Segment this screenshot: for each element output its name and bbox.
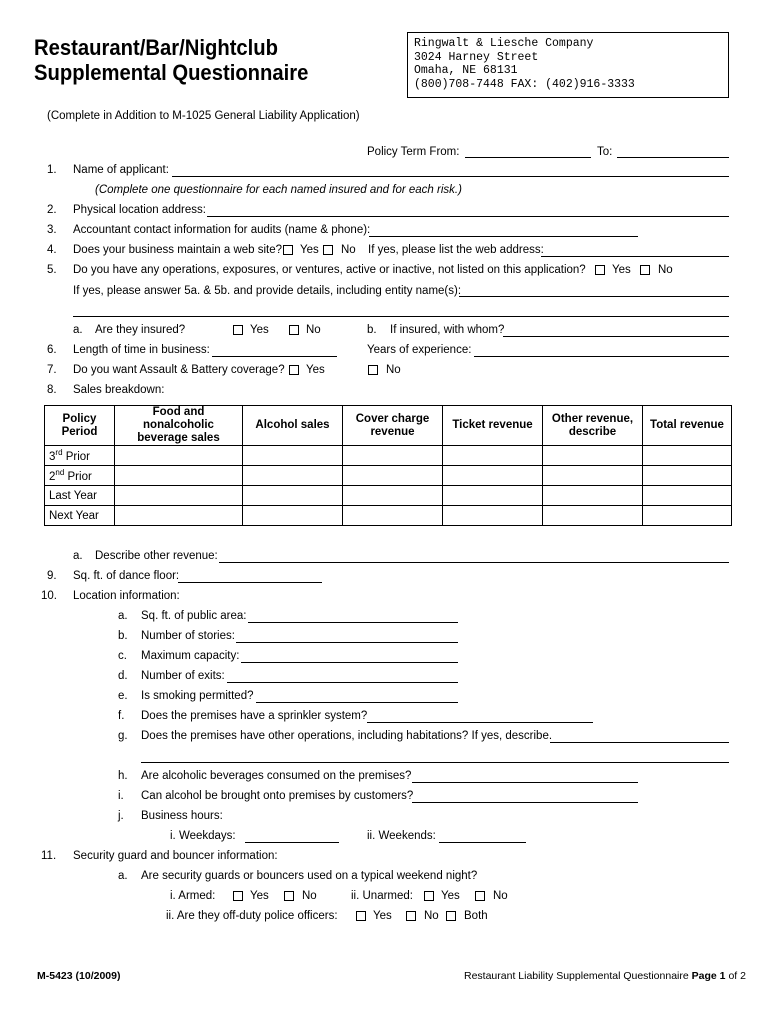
max-capacity-field[interactable]	[241, 662, 458, 663]
q4-no-checkbox[interactable]	[323, 245, 333, 255]
footer-title: Restaurant Liability Supplemental Questionnaire	[464, 970, 689, 982]
q10b-letter: b.	[118, 630, 128, 642]
q6-label: Length of time in business:	[73, 344, 210, 356]
q10c-letter: c.	[118, 650, 127, 662]
q10g-label: Does the premises have other operations, including habitations? If yes, describe.	[141, 730, 553, 742]
cell-input[interactable]	[115, 486, 243, 506]
physical-address-field[interactable]	[207, 216, 729, 217]
q5-details-field[interactable]	[459, 296, 729, 297]
q10j-letter: j.	[118, 810, 124, 822]
unarmed-no-label: No	[493, 890, 508, 902]
q6-number: 6.	[47, 344, 57, 356]
policy-term-to-field[interactable]	[617, 157, 729, 158]
q9-label: Sq. ft. of dance floor:	[73, 570, 180, 582]
q5a-letter: a.	[73, 324, 83, 336]
sales-breakdown-table	[44, 405, 732, 526]
form-title-line2: Supplemental Questionnaire	[34, 60, 309, 85]
q10d-label: Number of exits:	[141, 670, 225, 682]
q5b-insurer-field[interactable]	[503, 336, 729, 337]
q10e-label: Is smoking permitted?	[141, 690, 254, 702]
q5a-no-checkbox[interactable]	[289, 325, 299, 335]
q4-yes-checkbox[interactable]	[283, 245, 293, 255]
q8a-letter: a.	[73, 550, 83, 562]
row-label-3rd-prior: 3rd Prior	[45, 446, 115, 466]
form-subtitle: (Complete in Addition to M-1025 General Liability Application)	[47, 110, 360, 122]
table-row	[45, 506, 732, 526]
footer-page-word: Page	[691, 970, 717, 982]
smoking-field[interactable]	[256, 702, 458, 703]
policy-term-from-field[interactable]	[465, 157, 591, 158]
q4-label: Does your business maintain a web site?	[73, 244, 283, 256]
q10d-letter: d.	[118, 670, 128, 682]
time-in-business-field[interactable]	[212, 356, 337, 357]
policy-term-from-label: Policy Term From:	[367, 146, 460, 158]
q10g-letter: g.	[118, 730, 128, 742]
q8a-label: Describe other revenue:	[95, 550, 218, 562]
q8-number: 8.	[47, 384, 57, 396]
alcohol-consumed-field[interactable]	[412, 782, 638, 783]
form-title-line1: Restaurant/Bar/Nightclub	[34, 35, 279, 60]
cell-input[interactable]	[443, 486, 543, 506]
cell-input[interactable]	[643, 446, 732, 466]
q10b-label: Number of stories:	[141, 630, 235, 642]
unarmed-yes-label: Yes	[441, 890, 460, 902]
q5b-letter: b.	[367, 324, 377, 336]
stories-field[interactable]	[236, 642, 458, 643]
cell-input[interactable]	[243, 446, 343, 466]
cell-input[interactable]	[543, 466, 643, 486]
cell-input[interactable]	[343, 506, 443, 526]
q10-label: Location information:	[73, 590, 180, 602]
q11-number: 11.	[41, 850, 57, 862]
q11a-label: Are security guards or bouncers used on a typical weekend night?	[141, 870, 478, 882]
agency-phone: (800)708-7448 FAX: (402)916-3333	[414, 77, 635, 91]
weekends-label: ii. Weekends:	[367, 830, 436, 842]
unarmed-yes-checkbox[interactable]	[424, 891, 434, 901]
q4-number: 4.	[47, 244, 57, 256]
q10h-label: Are alcoholic beverages consumed on the premises?	[141, 770, 412, 782]
byo-alcohol-field[interactable]	[412, 802, 638, 803]
cell-input[interactable]	[343, 466, 443, 486]
q3-number: 3.	[47, 224, 57, 236]
col-header-alcohol-sales: Alcohol sales	[243, 406, 343, 446]
armed-no-label: No	[302, 890, 317, 902]
q10e-letter: e.	[118, 690, 128, 702]
col-header-policy-period: Policy Period	[45, 406, 115, 446]
weekdays-label: i. Weekdays:	[170, 830, 236, 842]
form-id: M-5423 (10/2009)	[37, 970, 121, 982]
q10a-letter: a.	[118, 610, 128, 622]
police-both-checkbox[interactable]	[446, 911, 456, 921]
website-address-field[interactable]	[541, 256, 729, 257]
police-no-checkbox[interactable]	[406, 911, 416, 921]
q5b-label: If insured, with whom?	[390, 324, 505, 336]
q10i-label: Can alcohol be brought onto premises by customers?	[141, 790, 414, 802]
cell-input[interactable]	[115, 446, 243, 466]
other-revenue-field[interactable]	[219, 562, 729, 563]
q5a-label: Are they insured?	[95, 324, 186, 336]
armed-label: i. Armed:	[170, 890, 216, 902]
armed-yes-label: Yes	[250, 890, 269, 902]
police-no-label: No	[424, 910, 439, 922]
public-area-field[interactable]	[248, 622, 458, 623]
q5a-yes-label: Yes	[250, 324, 269, 336]
q10f-letter: f.	[118, 710, 125, 722]
q5a-no-label: No	[306, 324, 321, 336]
cell-input[interactable]	[443, 466, 543, 486]
table-row	[45, 486, 732, 506]
cell-input[interactable]	[443, 446, 543, 466]
police-label: ii. Are they off-duty police officers:	[166, 910, 338, 922]
col-header-cover-charge: Cover charge revenue	[343, 406, 443, 446]
cell-input[interactable]	[543, 486, 643, 506]
sprinkler-field[interactable]	[367, 722, 593, 723]
dance-floor-field[interactable]	[178, 582, 322, 583]
cell-input[interactable]	[243, 466, 343, 486]
police-both-label: Both	[464, 910, 488, 922]
q11-label: Security guard and bouncer information:	[73, 850, 278, 862]
agency-name: Ringwalt & Liesche Company	[414, 37, 594, 50]
police-yes-checkbox[interactable]	[356, 911, 366, 921]
cell-input[interactable]	[115, 466, 243, 486]
q5-no-checkbox[interactable]	[640, 265, 650, 275]
q7-yes-label: Yes	[306, 364, 325, 376]
q10-number: 10.	[41, 590, 57, 602]
applicant-name-field[interactable]	[172, 176, 729, 177]
q10j-label: Business hours:	[141, 810, 223, 822]
q6-experience-label: Years of experience:	[367, 344, 472, 356]
q2-label: Physical location address:	[73, 204, 206, 216]
q1-label: Name of applicant:	[73, 164, 169, 176]
row-label-last-year: Last Year	[45, 486, 115, 506]
row-label-2nd-prior: 2nd Prior	[45, 466, 115, 486]
q10c-label: Maximum capacity:	[141, 650, 240, 662]
cell-input[interactable]	[343, 446, 443, 466]
table-row	[45, 466, 732, 486]
q5-followup-label: If yes, please answer 5a. & 5b. and provide details, including entity name(s):	[73, 285, 462, 297]
col-header-total-revenue: Total revenue	[643, 406, 732, 446]
cell-input[interactable]	[443, 506, 543, 526]
footer-page-num: 1	[719, 970, 726, 982]
q5-yes-label: Yes	[612, 264, 631, 276]
q4-no-label: No	[341, 244, 356, 256]
other-operations-field[interactable]	[550, 742, 729, 743]
cell-input[interactable]	[343, 486, 443, 506]
q5-details-field-2[interactable]	[73, 316, 729, 317]
q5-number: 5.	[47, 264, 57, 276]
q4-yes-label: Yes	[300, 244, 319, 256]
agency-city: Omaha, NE 68131	[414, 64, 518, 77]
q9-number: 9.	[47, 570, 57, 582]
col-header-ticket-revenue: Ticket revenue	[443, 406, 543, 446]
footer-page-info	[464, 970, 746, 982]
q10a-label: Sq. ft. of public area:	[141, 610, 247, 622]
q5-label: Do you have any operations, exposures, or ventures, active or inactive, not listed on this application?	[73, 264, 586, 276]
q7-number: 7.	[47, 364, 57, 376]
q10i-letter: i.	[118, 790, 124, 802]
q3-label: Accountant contact information for audits (name & phone):	[73, 224, 371, 236]
q7-label: Do you want Assault & Battery coverage?	[73, 364, 285, 376]
cell-input[interactable]	[243, 486, 343, 506]
footer-of-word: of	[728, 970, 738, 982]
q2-number: 2.	[47, 204, 57, 216]
cell-input[interactable]	[543, 506, 643, 526]
q5-yes-checkbox[interactable]	[595, 265, 605, 275]
q1-number: 1.	[47, 164, 57, 176]
cell-input[interactable]	[643, 466, 732, 486]
weekdays-hours-field[interactable]	[245, 842, 339, 843]
q8-label: Sales breakdown:	[73, 384, 165, 396]
col-header-food-sales: Food and nonalcoholic beverage sales	[115, 406, 243, 446]
exits-field[interactable]	[227, 682, 458, 683]
q11a-letter: a.	[118, 870, 128, 882]
other-operations-field-2[interactable]	[141, 762, 729, 763]
q7-yes-checkbox[interactable]	[289, 365, 299, 375]
cell-input[interactable]	[543, 446, 643, 466]
sales-table-header-row	[45, 406, 732, 446]
police-yes-label: Yes	[373, 910, 392, 922]
table-row	[45, 446, 732, 466]
years-experience-field[interactable]	[474, 356, 729, 357]
accountant-contact-field[interactable]	[369, 236, 638, 237]
q10f-label: Does the premises have a sprinkler system?	[141, 710, 368, 722]
footer-page-total: 2	[740, 970, 746, 982]
cell-input[interactable]	[243, 506, 343, 526]
q7-no-checkbox[interactable]	[368, 365, 378, 375]
row-label-next-year: Next Year	[45, 506, 115, 526]
cell-input[interactable]	[643, 506, 732, 526]
q4-followup-label: If yes, please list the web address:	[368, 244, 544, 256]
armed-yes-checkbox[interactable]	[233, 891, 243, 901]
policy-term-to-label: To:	[597, 146, 613, 158]
q5a-yes-checkbox[interactable]	[233, 325, 243, 335]
q1-note: (Complete one questionnaire for each named insured and for each risk.)	[95, 184, 462, 196]
agency-street: 3024 Harney Street	[414, 50, 539, 64]
q10h-letter: h.	[118, 770, 128, 782]
unarmed-label: ii. Unarmed:	[351, 890, 413, 902]
q5-no-label: No	[658, 264, 673, 276]
cell-input[interactable]	[115, 506, 243, 526]
col-header-other-revenue: Other revenue, describe	[543, 406, 643, 446]
unarmed-no-checkbox[interactable]	[475, 891, 485, 901]
cell-input[interactable]	[643, 486, 732, 506]
armed-no-checkbox[interactable]	[284, 891, 294, 901]
agency-box	[407, 32, 729, 98]
weekends-hours-field[interactable]	[439, 842, 526, 843]
q7-no-label: No	[386, 364, 401, 376]
